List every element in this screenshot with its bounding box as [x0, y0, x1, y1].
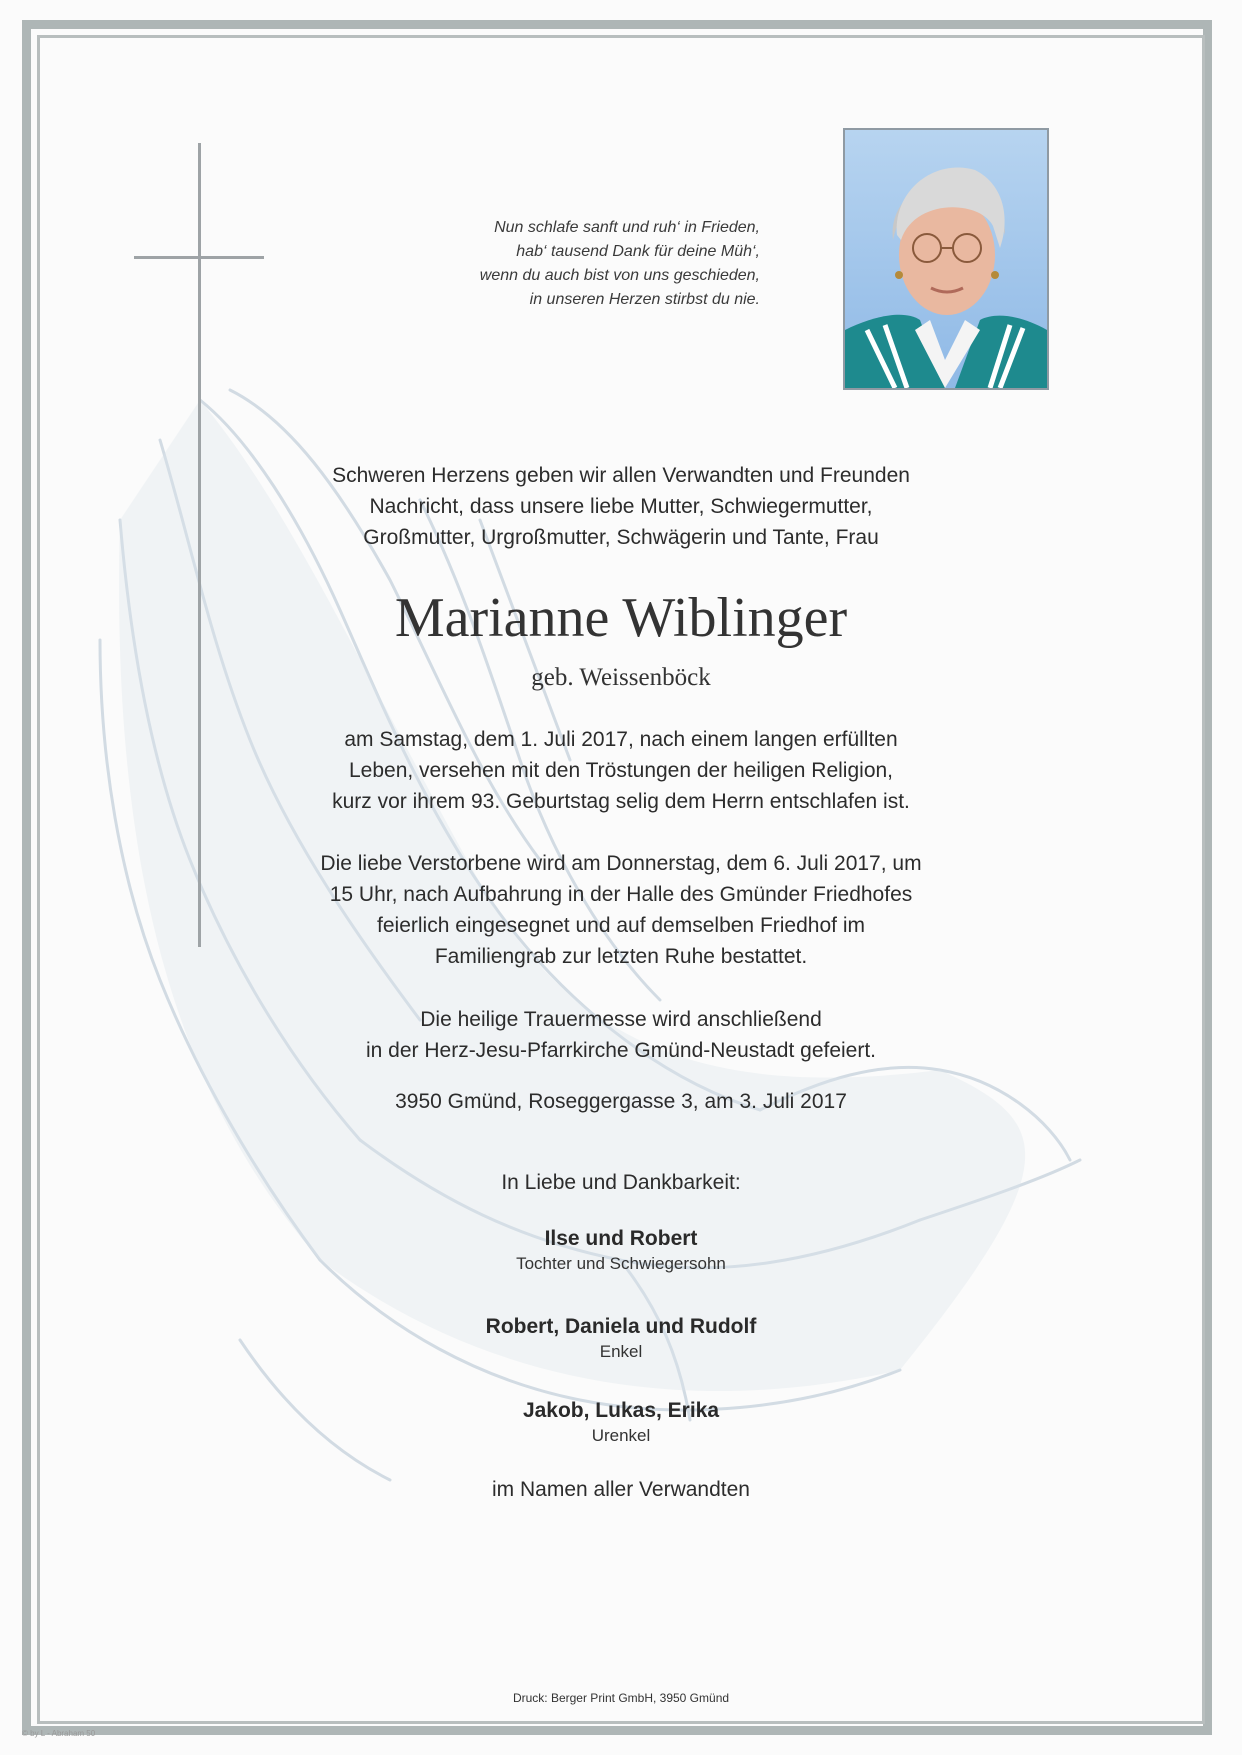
funeral-line: Familiengrab zur letzten Ruhe bestattet.	[434, 945, 808, 968]
family-relation: Enkel	[599, 1342, 643, 1361]
place-and-date: 3950 Gmünd, Roseggergasse 3, am 3. Juli 2017	[395, 1090, 847, 1113]
family-group	[0, 1313, 1242, 1363]
passing-line: Leben, versehen mit den Tröstungen der heiligen Religion,	[348, 759, 894, 782]
birth-name: geb. Weissenböck	[531, 664, 711, 691]
poem-line: wenn du auch bist von uns geschieden,	[479, 267, 760, 284]
passing-line: am Samstag, dem 1. Juli 2017, nach einem langen erfüllten	[344, 728, 898, 751]
family-relation: Tochter und Schwiegersohn	[516, 1254, 726, 1273]
family-names: Robert, Daniela und Rudolf	[485, 1315, 757, 1338]
poem-line: in unseren Herzen stirbst du nie.	[529, 291, 760, 308]
funeral-details	[0, 848, 1242, 972]
printer-credit: Druck: Berger Print GmbH, 3950 Gmünd	[512, 1691, 730, 1705]
announcement-intro	[0, 460, 1242, 553]
cross-horizontal-bar	[134, 256, 264, 259]
intro-line: Schweren Herzens geben wir allen Verwandten und Freunden	[332, 464, 910, 487]
intro-line: Nachricht, dass unsere liebe Mutter, Schwiegermutter,	[369, 495, 873, 518]
copyright-note: © by L - Abraham 50	[22, 1729, 96, 1738]
memorial-poem	[360, 216, 760, 312]
family-group	[0, 1225, 1242, 1275]
thanks-heading: In Liebe und Dankbarkeit:	[501, 1171, 741, 1194]
deceased-name: Marianne Wiblinger	[394, 587, 848, 649]
portrait-photo	[843, 128, 1049, 390]
family-relation: Urenkel	[591, 1426, 651, 1445]
funeral-line: Die liebe Verstorbene wird am Donnerstag, dem 6. Juli 2017, um	[320, 852, 922, 875]
passing-line: kurz vor ihrem 93. Geburtstag selig dem Herrn entschlafen ist.	[332, 790, 910, 813]
family-names: Jakob, Lukas, Erika	[522, 1399, 720, 1422]
mass-line: in der Herz-Jesu-Pfarrkirche Gmünd-Neustadt gefeiert.	[365, 1039, 877, 1062]
poem-line: Nun schlafe sanft und ruh‘ in Frieden,	[494, 219, 760, 236]
funeral-line: 15 Uhr, nach Aufbahrung in der Halle des Gmünder Friedhofes	[329, 883, 913, 906]
family-names: Ilse und Robert	[544, 1227, 698, 1250]
mass-line: Die heilige Trauermesse wird anschließend	[420, 1008, 822, 1031]
poem-line: hab‘ tausend Dank für deine Müh‘,	[516, 243, 760, 260]
intro-line: Großmutter, Urgroßmutter, Schwägerin und Tante, Frau	[363, 526, 879, 549]
passing-details	[0, 724, 1242, 817]
mass-details	[0, 1004, 1242, 1066]
funeral-line: feierlich eingesegnet und auf demselben Friedhof im	[377, 914, 865, 937]
closing-line: im Namen aller Verwandten	[492, 1478, 750, 1501]
family-group	[0, 1397, 1242, 1447]
